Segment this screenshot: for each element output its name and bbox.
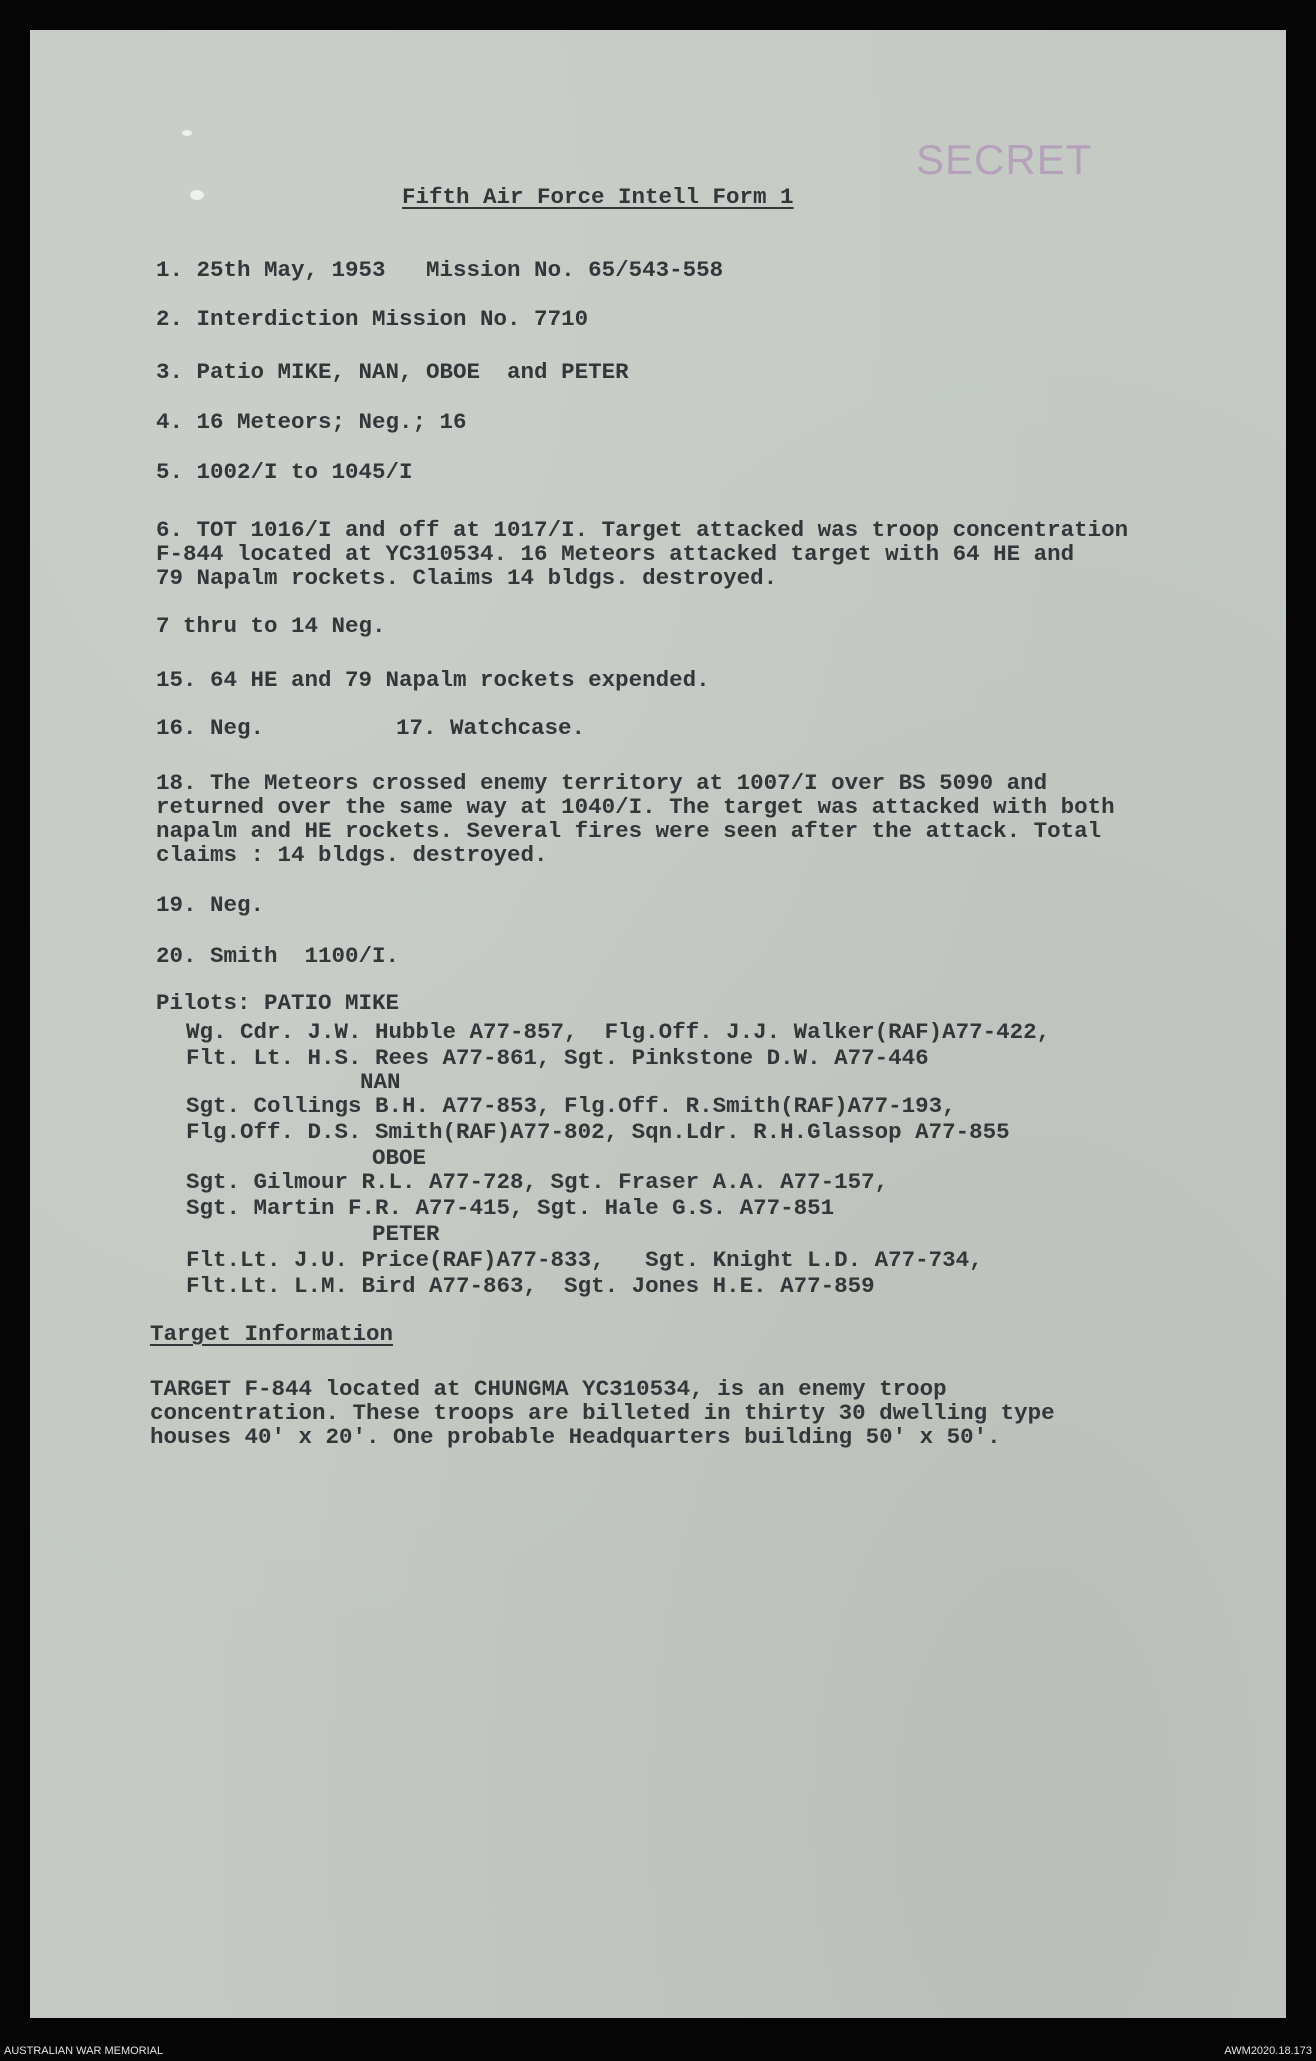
item-7-14: 7 thru to 14 Neg. [156, 613, 386, 639]
flight-name-oboe: OBOE [372, 1145, 427, 1171]
item-2: 2. Interdiction Mission No. 7710 [156, 306, 589, 332]
item-3: 3. Patio MIKE, NAN, OBOE and PETER [156, 359, 629, 385]
item-17: 17. Watchcase. [396, 715, 586, 741]
pilot-line: Flt.Lt. L.M. Bird A77-863, Sgt. Jones H.E. A77-859 [186, 1273, 875, 1299]
footer-accession-number: AWM2020.18.173 [1224, 2045, 1312, 2057]
pilots-label: Pilots: PATIO MIKE [156, 990, 400, 1016]
secret-stamp: SECRET [916, 136, 1093, 183]
target-info-heading: Target Information [150, 1321, 394, 1347]
item-19: 19. Neg. [156, 892, 265, 918]
target-info-text: TARGET F-844 located at CHUNGMA YC310534, is an enemy troop concentration. These troops are billeted in thirty 30 dwelling type houses 40' x 20'. One probable Headquarters building 50' x 50'. [150, 1376, 1055, 1450]
pilot-line: Sgt. Martin F.R. A77-415, Sgt. Hale G.S. A77-851 [186, 1195, 835, 1221]
footer-institution: AUSTRALIAN WAR MEMORIAL [4, 2045, 164, 2057]
item-16: 16. Neg. [156, 715, 265, 741]
form-title: Fifth Air Force Intell Form 1 [402, 184, 794, 210]
pilot-line: Flt.Lt. J.U. Price(RAF)A77-833, Sgt. Knight L.D. A77-734, [186, 1247, 983, 1273]
pilot-line: Flt. Lt. H.S. Rees A77-861, Sgt. Pinkstone D.W. A77-446 [186, 1045, 929, 1071]
item-5: 5. 1002/I to 1045/I [156, 459, 413, 485]
item-6: 6. TOT 1016/I and off at 1017/I. Target attacked was troop concentration F-844 located at YC310534. 16 Meteors attacked target with 64 HE and 79 Napalm rockets. Claims 14 bldgs. destroyed. [156, 517, 1129, 591]
pilot-line: Sgt. Collings B.H. A77-853, Flg.Off. R.Smith(RAF)A77-193, [186, 1093, 956, 1119]
item-18: 18. The Meteors crossed enemy territory at 1007/I over BS 5090 and returned over the same way at 1040/I. The target was attacked with both napalm and HE rockets. Several fires were seen after the attack. Total claims : 14 bldgs. destroyed. [156, 770, 1115, 868]
item-4: 4. 16 Meteors; Neg.; 16 [156, 409, 467, 435]
punch-hole-mark [190, 190, 204, 200]
item-15: 15. 64 HE and 79 Napalm rockets expended. [156, 667, 710, 693]
flight-name-nan: NAN [360, 1069, 401, 1095]
item-1: 1. 25th May, 1953 Mission No. 65/543-558 [156, 257, 724, 283]
pilot-line: Flg.Off. D.S. Smith(RAF)A77-802, Sqn.Ldr. R.H.Glassop A77-855 [186, 1119, 1010, 1145]
punch-hole-mark [182, 130, 192, 136]
pilot-line: Sgt. Gilmour R.L. A77-728, Sgt. Fraser A.A. A77-157, [186, 1169, 889, 1195]
pilot-line: Wg. Cdr. J.W. Hubble A77-857, Flg.Off. J.J. Walker(RAF)A77-422, [186, 1019, 1051, 1045]
item-20: 20. Smith 1100/I. [156, 943, 400, 969]
flight-name-peter: PETER [372, 1221, 440, 1247]
